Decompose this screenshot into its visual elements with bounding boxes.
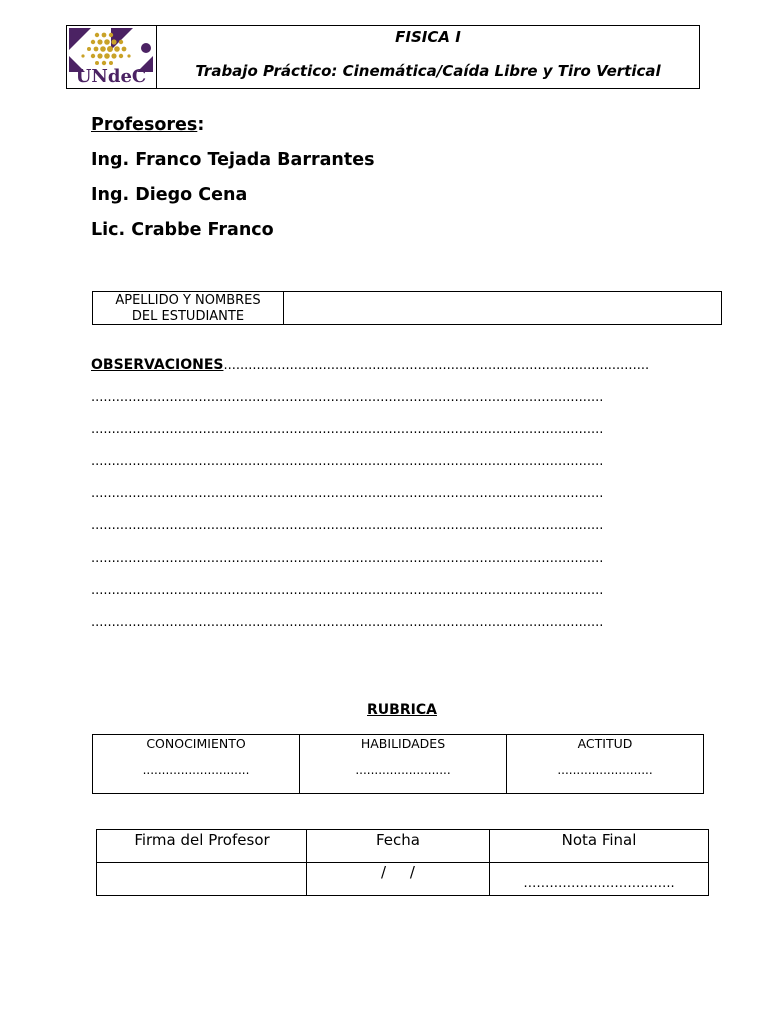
- observations-dotted-line[interactable]: ............................................................................................................................: [91, 454, 604, 469]
- date-field[interactable]: / /: [381, 863, 415, 881]
- observations-dotted-line[interactable]: ............................................................................................................................: [91, 486, 604, 501]
- final-grade-table: [96, 829, 709, 896]
- document-header: [66, 25, 700, 89]
- student-name-label: [93, 292, 284, 324]
- student-label-line1: APELLIDO Y NOMBRES: [115, 293, 261, 308]
- observations-dotted-line[interactable]: ............................................................................................................................: [91, 551, 604, 566]
- rubrica-title: RUBRICA: [367, 702, 437, 718]
- professors-label-text: Profesores: [91, 115, 198, 135]
- professor-name-1: Ing. Franco Tejada Barrantes: [91, 150, 375, 170]
- header-fecha: Fecha: [376, 831, 420, 849]
- rubrica-cell-conocimiento: [93, 735, 299, 793]
- observations-dotted-line[interactable]: ............................................................................................................................: [91, 518, 604, 533]
- header-nota-final: Nota Final: [561, 831, 637, 849]
- professors-label: [91, 115, 204, 135]
- observations-dotted-line[interactable]: ............................................................................................................................: [91, 615, 604, 630]
- professor-name-2: Ing. Diego Cena: [91, 185, 248, 205]
- observations-dotted-line[interactable]: ............................................................................................................................: [91, 390, 604, 405]
- student-name-box: [92, 291, 722, 325]
- course-title: FISICA I: [395, 28, 461, 46]
- rubrica-cell-habilidades: [300, 735, 506, 793]
- assignment-title: Trabajo Práctico: Cinemática/Caída Libre y Tiro Vertical: [195, 62, 661, 80]
- student-name-field[interactable]: [285, 292, 721, 324]
- rubrica-header-habilidades: HABILIDADES: [360, 736, 446, 751]
- rubrica-header-conocimiento: CONOCIMIENTO: [146, 736, 246, 751]
- observations-label: OBSERVACIONES: [91, 357, 224, 373]
- professors-label-colon: :: [197, 115, 205, 135]
- student-label-line2: DEL ESTUDIANTE: [131, 309, 245, 324]
- header-firma-profesor: Firma del Profesor: [134, 831, 270, 849]
- professor-name-3: Lic. Crabbe Franco: [91, 220, 274, 240]
- logo-text: UNdeC: [75, 66, 147, 87]
- observations-line-1: [91, 357, 711, 373]
- rubrica-value-habilidades[interactable]: .........................: [355, 763, 451, 777]
- signature-field[interactable]: [97, 863, 306, 895]
- rubrica-value-conocimiento[interactable]: ............................: [142, 763, 250, 777]
- rubrica-table: [92, 734, 704, 794]
- rubrica-header-actitud: ACTITUD: [577, 736, 633, 751]
- rubrica-cell-actitud: [507, 735, 703, 793]
- observations-dotted-line[interactable]: ............................................................................................................................: [91, 422, 604, 437]
- final-grade-field[interactable]: ……………………………..: [523, 876, 675, 891]
- observations-dotted-line[interactable]: ............................................................................................................................: [91, 583, 604, 598]
- rubrica-value-actitud[interactable]: .........................: [557, 763, 653, 777]
- observations-dots-first: .......................................................................................................: [223, 358, 650, 373]
- logo-cell: [67, 26, 157, 88]
